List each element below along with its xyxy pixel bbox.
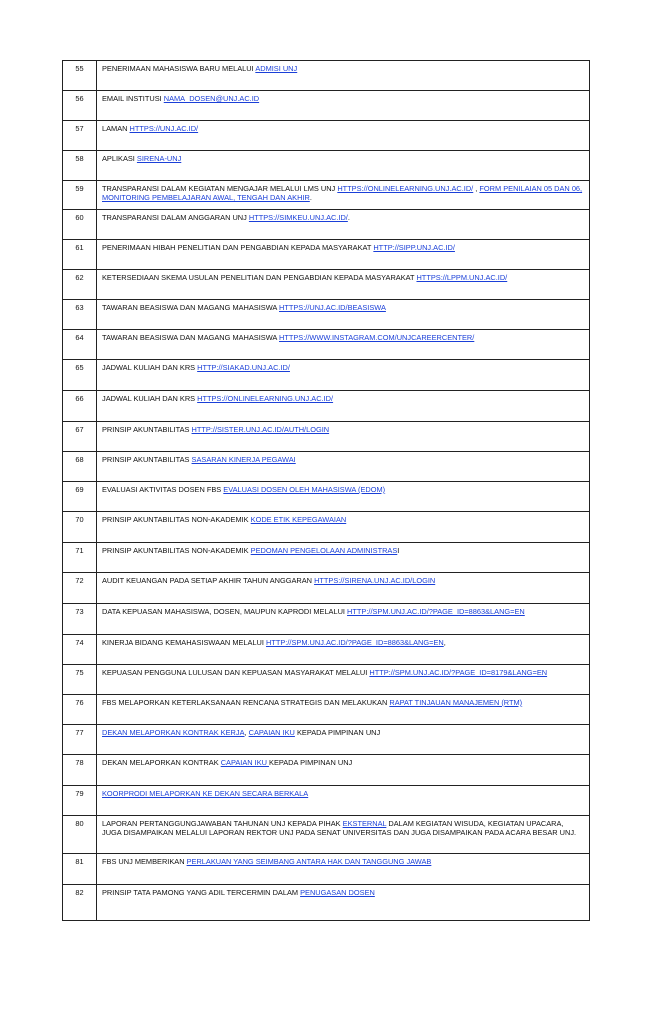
row-number: 78 <box>63 755 97 786</box>
hyperlink[interactable]: HTTPS://UNJ.AC.ID/BEASISWA <box>279 303 386 312</box>
hyperlink[interactable]: HTTPS://ONLINELEARNING.UNJ.AC.ID/ <box>197 394 334 403</box>
row-description <box>97 61 590 91</box>
description-text: JADWAL KULIAH DAN KRS <box>102 394 198 403</box>
row-number: 58 <box>63 151 97 181</box>
table-row <box>63 210 590 240</box>
hyperlink[interactable]: ADMISI UNJ <box>255 64 298 73</box>
row-number: 55 <box>63 61 97 91</box>
description-text: KEPUASAN PENGGUNA LULUSAN DAN KEPUASAN MASYARAKAT MELALUI <box>102 668 370 677</box>
description-text: FBS UNJ MEMBERIKAN <box>102 857 187 866</box>
row-number: 77 <box>63 725 97 755</box>
row-number: 71 <box>63 543 97 573</box>
description-text: I <box>397 546 400 555</box>
table-body <box>63 61 590 921</box>
row-number: 63 <box>63 300 97 330</box>
table-row <box>63 91 590 121</box>
row-description <box>97 635 590 665</box>
description-text: AUDIT KEUANGAN PADA SETIAP AKHIR TAHUN ANGGARAN <box>102 576 315 585</box>
hyperlink[interactable]: DEKAN MELAPORKAN KONTRAK KERJA <box>102 728 245 737</box>
table-row <box>63 755 590 786</box>
row-description <box>97 854 590 885</box>
description-text: PRINSIP AKUNTABILITAS <box>102 455 192 464</box>
table-row <box>63 885 590 921</box>
row-description <box>97 755 590 786</box>
hyperlink[interactable]: CAPAIAN IKU <box>248 728 295 737</box>
row-description <box>97 300 590 330</box>
hyperlink[interactable]: HTTPS://SIMKEU.UNJ.AC.ID/ <box>248 213 348 222</box>
description-text: DEKAN MELAPORKAN KONTRAK <box>102 758 221 767</box>
description-text: LAMAN <box>102 124 130 133</box>
hyperlink[interactable]: HTTPS://SIRENA.UNJ.AC.ID/LOGIN <box>314 576 436 585</box>
row-number: 67 <box>63 422 97 452</box>
row-number: 76 <box>63 695 97 725</box>
row-description <box>97 210 590 240</box>
row-description <box>97 452 590 482</box>
table-row <box>63 573 590 604</box>
hyperlink[interactable]: HTTPS://LPPM.UNJ.AC.ID/ <box>416 273 508 282</box>
row-description <box>97 885 590 921</box>
table-row <box>63 543 590 573</box>
row-number: 80 <box>63 816 97 854</box>
hyperlink[interactable]: HTTP://SIPP.UNJ.AC.ID/ <box>373 243 455 252</box>
hyperlink[interactable]: EKSTERNAL <box>342 819 387 828</box>
hyperlink[interactable]: SIRENA-UNJ <box>136 154 182 163</box>
table-row <box>63 181 590 210</box>
row-number: 70 <box>63 512 97 543</box>
description-text: KETERSEDIAAN SKEMA USULAN PENELITIAN DAN PENGABDIAN KEPADA MASYARAKAT <box>102 273 417 282</box>
hyperlink[interactable]: PEDOMAN PENGELOLAAN ADMINISTRAS <box>250 546 398 555</box>
description-text: TAWARAN BEASISWA DAN MAGANG MAHASISWA <box>102 303 279 312</box>
description-text: PRINSIP AKUNTABILITAS <box>102 425 192 434</box>
table-row <box>63 151 590 181</box>
row-number: 59 <box>63 181 97 210</box>
row-description <box>97 121 590 151</box>
table-row <box>63 854 590 885</box>
hyperlink[interactable]: KODE ETIK KEPEGAWAIAN <box>250 515 347 524</box>
row-description <box>97 604 590 635</box>
table-row <box>63 635 590 665</box>
table-row <box>63 300 590 330</box>
table-row <box>63 725 590 755</box>
row-description <box>97 151 590 181</box>
row-description <box>97 181 590 210</box>
description-text: EVALUASI AKTIVITAS DOSEN FBS <box>102 485 224 494</box>
table-row <box>63 61 590 91</box>
description-text: PENERIMAAN MAHASISWA BARU MELALUI <box>102 64 256 73</box>
table-row <box>63 270 590 300</box>
row-number: 61 <box>63 240 97 270</box>
row-number: 79 <box>63 786 97 816</box>
row-number: 75 <box>63 665 97 695</box>
description-text: . <box>309 193 312 202</box>
row-number: 56 <box>63 91 97 121</box>
row-number: 69 <box>63 482 97 512</box>
description-text: KEPADA PIMPINAN UNJ <box>294 728 381 737</box>
row-number: 68 <box>63 452 97 482</box>
row-number: 57 <box>63 121 97 151</box>
row-description <box>97 665 590 695</box>
hyperlink[interactable]: HTTP://SPM.UNJ.AC.ID/?PAGE_ID=8863&LANG=EN <box>347 607 525 616</box>
description-text: PENERIMAAN HIBAH PENELITIAN DAN PENGABDIAN KEPADA MASYARAKAT <box>102 243 374 252</box>
table-row <box>63 695 590 725</box>
table-row <box>63 604 590 635</box>
row-description <box>97 543 590 573</box>
table-row <box>63 422 590 452</box>
row-description <box>97 422 590 452</box>
table-row <box>63 330 590 360</box>
description-text: TRANSPARANSI DALAM KEGIATAN MENGAJAR MELALUI LMS UNJ <box>102 184 338 193</box>
hyperlink[interactable]: HTTP://SPM.UNJ.AC.ID/?PAGE_ID=8179&LANG=EN <box>369 668 548 677</box>
description-text: PRINSIP AKUNTABILITAS NON-AKADEMIK <box>102 515 251 524</box>
description-text: TAWARAN BEASISWA DAN MAGANG MAHASISWA <box>102 333 279 342</box>
hyperlink[interactable]: NAMA_DOSEN@UNJ.AC.ID <box>163 94 260 103</box>
description-text: TRANSPARANSI DALAM ANGGARAN UNJ <box>102 213 249 222</box>
description-text: PRINSIP AKUNTABILITAS NON-AKADEMIK <box>102 546 251 555</box>
table-row <box>63 816 590 854</box>
row-description <box>97 482 590 512</box>
row-description <box>97 91 590 121</box>
hyperlink[interactable]: HTTP://SPM.UNJ.AC.ID/?PAGE_ID=8863&LANG=EN <box>266 638 444 647</box>
hyperlink[interactable]: KOORPRODI MELAPORKAN KE DEKAN SECARA BERKALA <box>102 789 309 798</box>
row-number: 73 <box>63 604 97 635</box>
description-text: FBS MELAPORKAN KETERLAKSANAAN RENCANA STRATEGIS DAN MELAKUKAN <box>102 698 390 707</box>
hyperlink[interactable]: FORM PENILAIAN 05 DAN 06, MONITORING PEMBELAJARAN AWAL, TENGAH DAN AKHIR <box>102 184 583 202</box>
description-text: , <box>473 184 480 193</box>
hyperlink[interactable]: HTTPS://UNJ.AC.ID/ <box>129 124 199 133</box>
hyperlink[interactable]: RAPAT TINJAUAN MANAJEMEN (RTM) <box>389 698 523 707</box>
row-description <box>97 330 590 360</box>
table-row <box>63 786 590 816</box>
row-description <box>97 360 590 391</box>
row-description <box>97 816 590 854</box>
description-text: KEPADA PIMPINAN UNJ <box>269 758 353 767</box>
description-text: DATA KEPUASAN MAHASISWA, DOSEN, MAUPUN KAPRODI MELALUI <box>102 607 348 616</box>
description-text: LAPORAN PERTANGGUNGJAWABAN TAHUNAN UNJ KEPADA PIHAK <box>102 819 343 828</box>
description-text: JADWAL KULIAH DAN KRS <box>102 363 198 372</box>
row-description <box>97 573 590 604</box>
row-description <box>97 391 590 422</box>
row-number: 62 <box>63 270 97 300</box>
hyperlink[interactable]: HTTPS://ONLINELEARNING.UNJ.AC.ID/ <box>337 184 474 193</box>
hyperlink[interactable]: EVALUASI DOSEN OLEH MAHASISWA (EDOM) <box>223 485 386 494</box>
hyperlink[interactable]: HTTP://SIAKAD.UNJ.AC.ID/ <box>197 363 290 372</box>
row-description <box>97 512 590 543</box>
row-number: 66 <box>63 391 97 422</box>
table-row <box>63 665 590 695</box>
table-row <box>63 452 590 482</box>
hyperlink[interactable]: HTTPS://WWW.INSTAGRAM.COM/UNJCAREERCENTER/ <box>279 333 475 342</box>
row-number: 81 <box>63 854 97 885</box>
description-text: , <box>244 728 249 737</box>
table-row <box>63 482 590 512</box>
table-row <box>63 240 590 270</box>
row-number: 64 <box>63 330 97 360</box>
row-description <box>97 725 590 755</box>
row-description <box>97 786 590 816</box>
description-text: APLIKASI <box>102 154 137 163</box>
row-description <box>97 240 590 270</box>
table-row <box>63 391 590 422</box>
governance-table <box>62 60 590 921</box>
row-description <box>97 695 590 725</box>
row-number: 65 <box>63 360 97 391</box>
hyperlink[interactable]: SASARAN KINERJA PEGAWAI <box>191 455 296 464</box>
description-text: PRINSIP TATA PAMONG YANG ADIL TERCERMIN DALAM <box>102 888 301 897</box>
description-text: . <box>347 213 350 222</box>
table-row <box>63 121 590 151</box>
row-number: 60 <box>63 210 97 240</box>
hyperlink[interactable]: HTTP://SISTER.UNJ.AC.ID/AUTH/LOGIN <box>191 425 330 434</box>
row-number: 72 <box>63 573 97 604</box>
description-text: EMAIL INSTITUSI <box>102 94 164 103</box>
document-page <box>62 60 590 921</box>
table-row <box>63 512 590 543</box>
hyperlink[interactable]: CAPAIAN IKU <box>220 758 270 767</box>
hyperlink[interactable]: PERLAKUAN YANG SEIMBANG ANTARA HAK DAN TANGGUNG JAWAB <box>186 857 432 866</box>
description-text: DALAM KEGIATAN WISUDA, KEGIATAN UPACARA, JUGA DISAMPAIKAN MELALUI LAPORAN REKTOR UNJ PADA SENAT UNIVERSITAS DAN JUGA DISAMPAIKAN PADA ACARA BESAR UNJ. <box>102 819 577 837</box>
row-number: 74 <box>63 635 97 665</box>
row-number: 82 <box>63 885 97 921</box>
row-description <box>97 270 590 300</box>
description-text: KINERJA BIDANG KEMAHASISWAAN MELALUI <box>102 638 267 647</box>
description-text: , <box>443 638 446 647</box>
table-row <box>63 360 590 391</box>
hyperlink[interactable]: PENUGASAN DOSEN <box>300 888 375 897</box>
